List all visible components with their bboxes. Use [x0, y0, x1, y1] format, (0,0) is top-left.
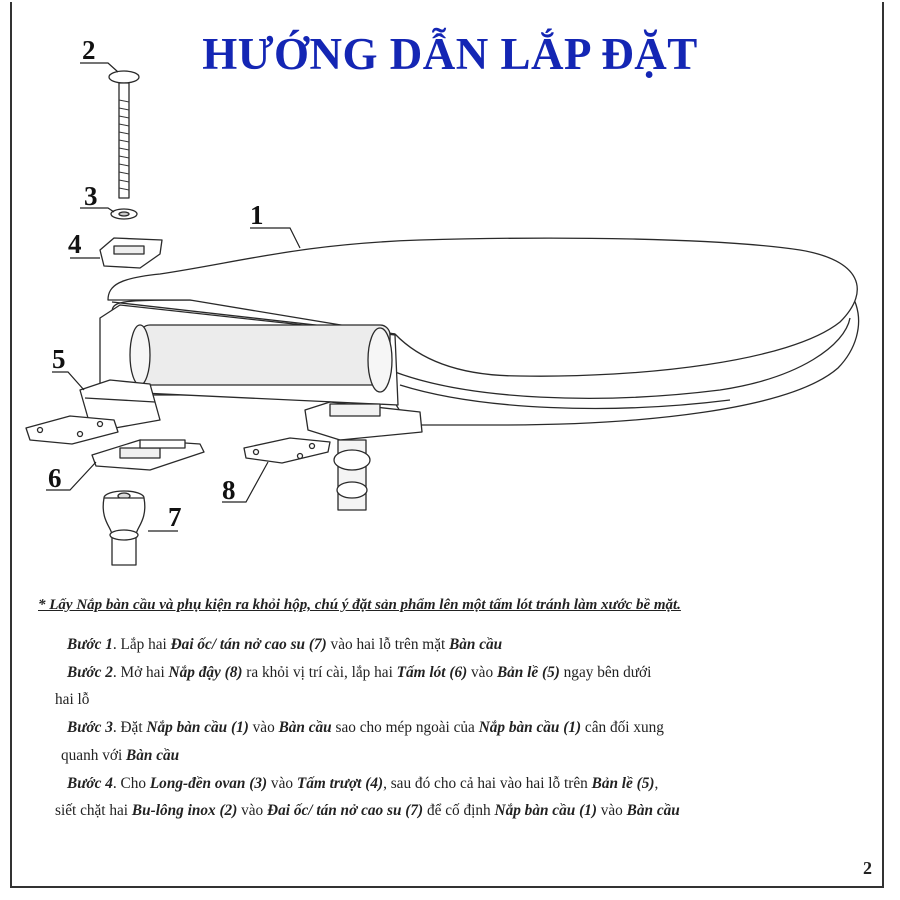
step-3: Bước 3. Đặt Nắp bàn cầu (1) vào Bàn cầu sao cho mép ngoài của Nắp bàn cầu (1) cân đối xung: [67, 719, 664, 737]
callout-5: 5: [52, 344, 66, 374]
page-number: 2: [863, 858, 872, 878]
step-2-continued: hai lỗ: [55, 691, 90, 709]
callout-7: 7: [168, 502, 182, 532]
safety-note: * Lấy Nắp bàn cầu và phụ kiện ra khỏi hộp, chú ý đặt sản phẩm lên một tấm lót tránh làm xước bề mặt.: [38, 597, 681, 613]
step-4-continued: siết chặt hai Bu-lông inox (2) vào Đai ốc/ tán nở cao su (7) để cố định Nắp bàn cầu (1) vào Bàn cầu: [55, 802, 680, 820]
bolt: [109, 71, 139, 198]
instruction-steps: [55, 631, 877, 825]
page-title: HƯỚNG DẪN LẮP ĐẶT: [202, 29, 698, 79]
callout-3: 3: [84, 181, 98, 211]
hinge-bar: [140, 325, 390, 385]
callout-2: 2: [82, 35, 96, 65]
step-4: Bước 4. Cho Long-đền ovan (3) vào Tấm trượt (4), sau đó cho cả hai vào hai lỗ trên Bản lề (5),: [67, 774, 659, 792]
callout-6: 6: [48, 463, 62, 493]
callout-4: 4: [68, 229, 82, 259]
callout-1: 1: [250, 200, 264, 230]
step-1: Bước 1. Lắp hai Đai ốc/ tán nở cao su (7) vào hai lỗ trên mặt Bàn cầu: [67, 636, 503, 653]
callout-8: 8: [222, 475, 236, 505]
rubber-nut: [103, 491, 145, 565]
step-2: Bước 2. Mở hai Nắp đậy (8) ra khỏi vị trí cài, lắp hai Tấm lót (6) vào Bản lề (5) ngay bên dưới: [67, 663, 652, 681]
step-3-continued: quanh với Bàn cầu: [61, 746, 180, 764]
